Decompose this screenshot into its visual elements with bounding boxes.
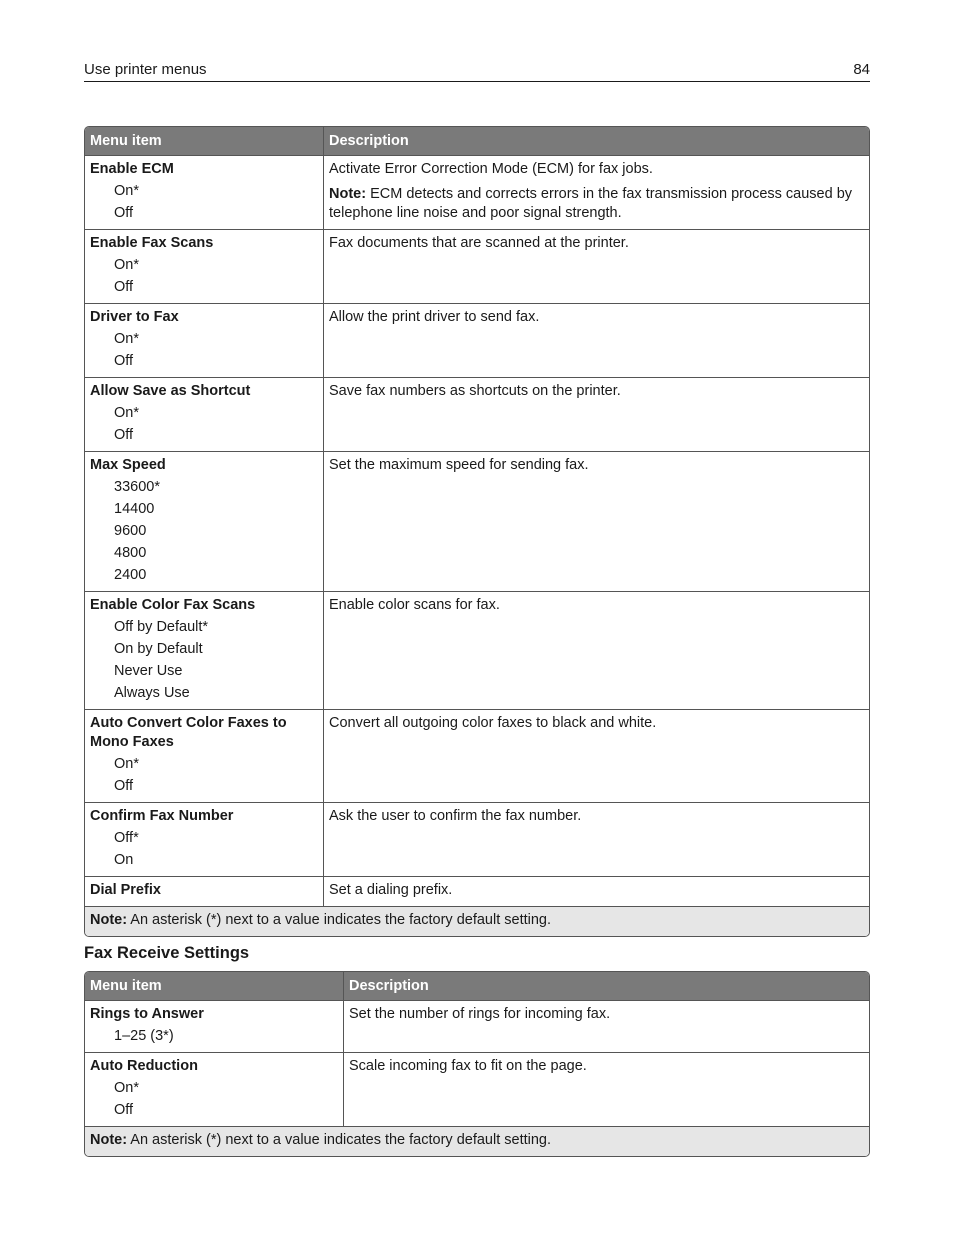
menu-item-name: Confirm Fax Number	[90, 808, 234, 824]
section-title: Fax Receive Settings	[84, 944, 250, 962]
col-header-menu-item: Menu item	[85, 127, 323, 156]
menu-option: 14400	[114, 501, 155, 517]
table-footnote-row	[85, 907, 869, 936]
description-cell	[323, 452, 869, 592]
running-title: Use printer menus	[84, 61, 207, 78]
menu-option: 4800	[114, 545, 147, 561]
table-header-row	[85, 127, 869, 156]
menu-item-cell	[85, 1001, 343, 1053]
menu-option: On*	[114, 756, 139, 772]
menu-option: Off	[114, 279, 134, 295]
page-number: 84	[853, 61, 870, 78]
description-text: Allow the print driver to send fax.	[329, 309, 540, 325]
menu-option: 9600	[114, 523, 147, 539]
menu-option: Off by Default*	[114, 619, 209, 635]
table-row	[85, 452, 869, 592]
menu-option: On*	[114, 257, 139, 273]
col-header-menu-item: Menu item	[85, 972, 343, 1001]
menu-option: Off	[114, 353, 134, 369]
menu-option: Never Use	[114, 663, 183, 679]
menu-option: On by Default	[114, 641, 203, 657]
description-note	[329, 185, 864, 223]
table-footnote	[85, 907, 869, 936]
col-header-description: Description	[343, 972, 869, 1001]
menu-item-name: Auto Reduction	[90, 1058, 198, 1074]
table-row	[85, 230, 869, 304]
description-text: Activate Error Correction Mode (ECM) for fax jobs.	[329, 161, 653, 177]
table-footnote	[85, 1127, 869, 1156]
table-row	[85, 710, 869, 803]
fax-receive-settings-table	[84, 971, 870, 1157]
menu-item-name: Enable Color Fax Scans	[90, 597, 256, 613]
menu-item-name: Rings to Answer	[90, 1006, 204, 1022]
note-text: An asterisk (*) next to a value indicates the factory default setting.	[127, 912, 552, 928]
description-cell	[323, 592, 869, 710]
table-row	[85, 1053, 869, 1127]
description-text: Enable color scans for fax.	[329, 597, 500, 613]
note-text: An asterisk (*) next to a value indicates the factory default setting.	[127, 1132, 552, 1148]
menu-option: On*	[114, 183, 139, 199]
menu-option: Off	[114, 205, 134, 221]
description-text: Set the maximum speed for sending fax.	[329, 457, 589, 473]
note-label: Note:	[90, 912, 128, 928]
menu-item-name: Driver to Fax	[90, 309, 179, 325]
table-row	[85, 156, 869, 230]
description-cell	[323, 304, 869, 378]
table-row	[85, 803, 869, 877]
description-text: Set the number of rings for incoming fax.	[349, 1006, 611, 1022]
table-header-row	[85, 972, 869, 1001]
table-row	[85, 592, 869, 710]
menu-item-name: Dial Prefix	[90, 882, 161, 898]
table-footnote-row	[85, 1127, 869, 1156]
description-text: Set a dialing prefix.	[329, 882, 453, 898]
description-cell	[323, 378, 869, 452]
menu-item-cell	[85, 803, 323, 877]
description-cell	[343, 1053, 869, 1127]
note-label: Note:	[90, 1132, 128, 1148]
menu-option: Off	[114, 1102, 134, 1118]
menu-option: Off*	[114, 830, 139, 846]
menu-item-cell	[85, 378, 323, 452]
menu-item-cell	[85, 452, 323, 592]
description-text: Fax documents that are scanned at the printer.	[329, 235, 629, 251]
menu-option: On*	[114, 1080, 139, 1096]
description-cell	[323, 877, 869, 907]
fax-send-settings-table	[84, 126, 870, 937]
menu-option: 1–25 (3*)	[114, 1028, 174, 1044]
menu-option: 2400	[114, 567, 147, 583]
table-row	[85, 378, 869, 452]
menu-item-name: Max Speed	[90, 457, 166, 473]
menu-item-cell	[85, 877, 323, 907]
description-text: Convert all outgoing color faxes to black and white.	[329, 715, 657, 731]
menu-option: Off	[114, 778, 134, 794]
menu-option: 33600*	[114, 479, 160, 495]
table-row	[85, 1001, 869, 1053]
menu-item-name: Auto Convert Color Faxes to Mono Faxes	[90, 715, 287, 750]
menu-item-name: Enable ECM	[90, 161, 174, 177]
description-text: Save fax numbers as shortcuts on the printer.	[329, 383, 621, 399]
description-cell	[323, 230, 869, 304]
description-cell	[323, 803, 869, 877]
note-text: ECM detects and corrects errors in the fax transmission process caused by telephone line noise and poor signal strength.	[329, 186, 853, 221]
description-text: Ask the user to confirm the fax number.	[329, 808, 582, 824]
menu-option: Always Use	[114, 685, 190, 701]
menu-item-name: Enable Fax Scans	[90, 235, 214, 251]
description-cell	[323, 710, 869, 803]
description-cell	[343, 1001, 869, 1053]
description-text: Scale incoming fax to fit on the page.	[349, 1058, 587, 1074]
menu-option: Off	[114, 427, 134, 443]
menu-item-cell	[85, 156, 323, 230]
table-row	[85, 304, 869, 378]
menu-item-name: Allow Save as Shortcut	[90, 383, 251, 399]
menu-item-cell	[85, 710, 323, 803]
description-cell	[323, 156, 869, 230]
menu-option: On*	[114, 331, 139, 347]
page-header	[84, 60, 870, 82]
table-row	[85, 877, 869, 907]
menu-item-cell	[85, 592, 323, 710]
menu-item-cell	[85, 304, 323, 378]
col-header-description: Description	[323, 127, 869, 156]
note-label: Note:	[329, 186, 367, 202]
menu-item-cell	[85, 1053, 343, 1127]
menu-option: On	[114, 852, 134, 868]
menu-item-cell	[85, 230, 323, 304]
menu-option: On*	[114, 405, 139, 421]
